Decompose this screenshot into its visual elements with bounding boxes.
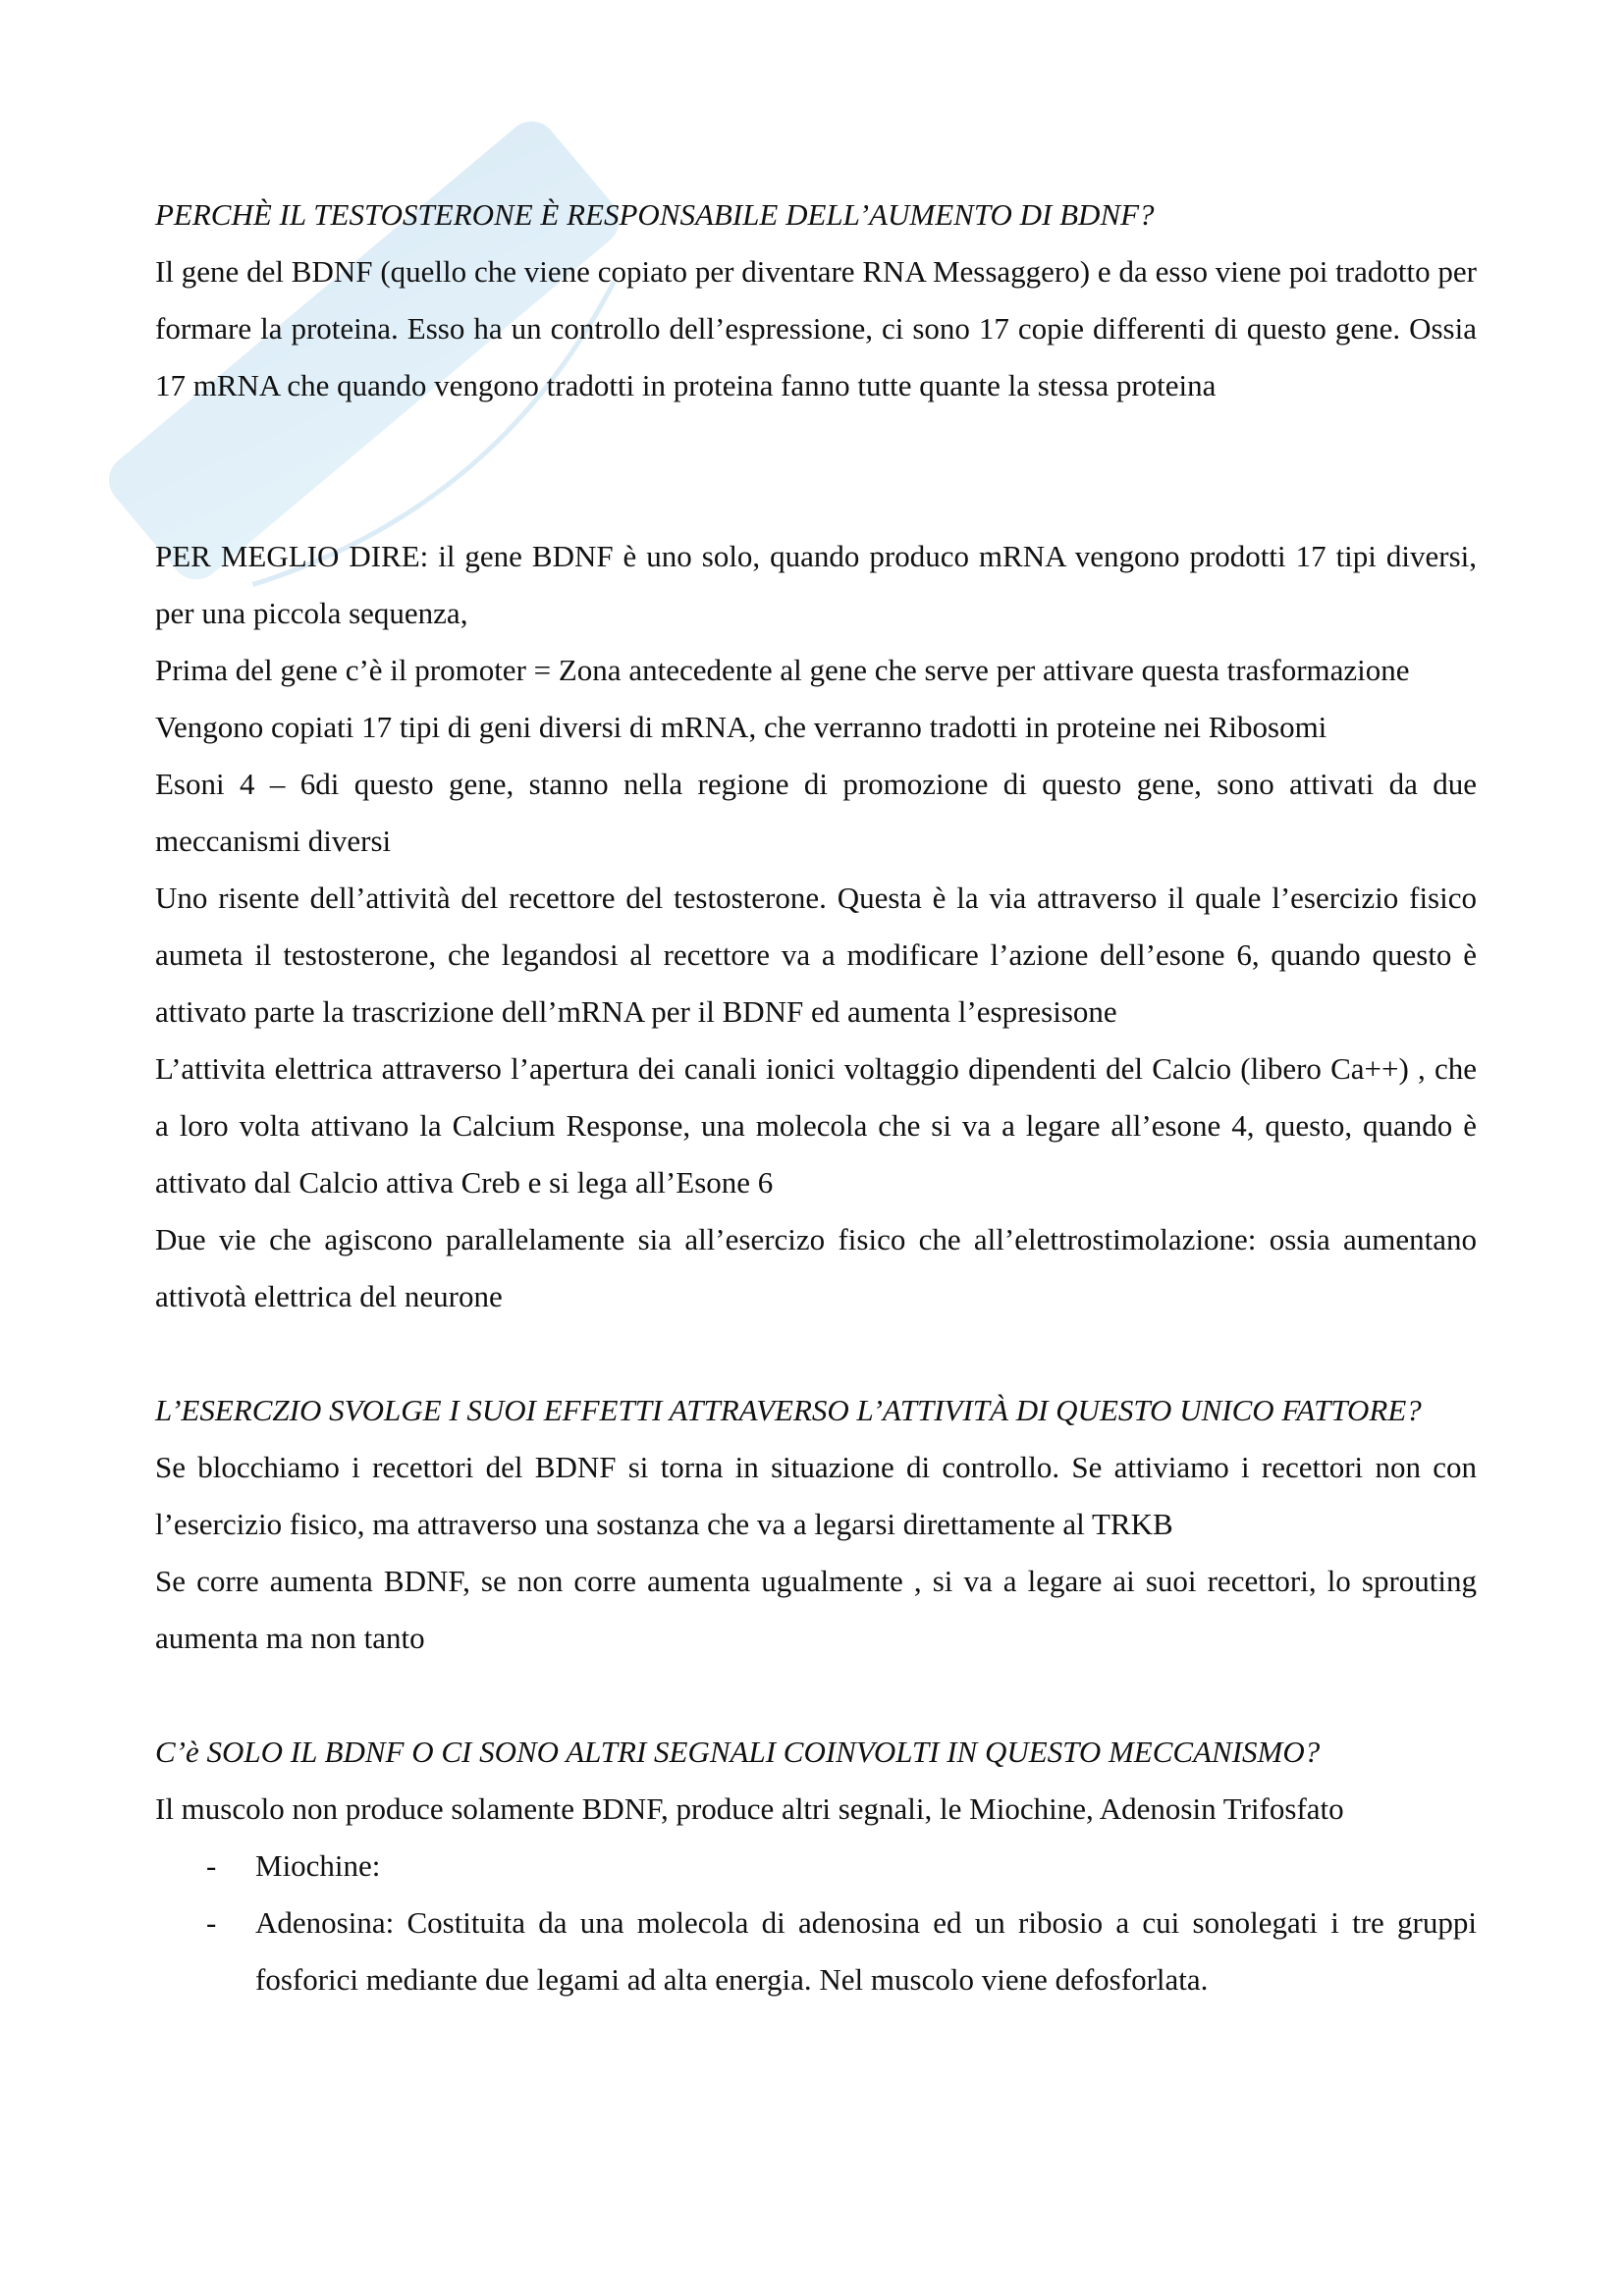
blank-line (155, 471, 1477, 528)
paragraph-bdnf-gene: Il gene del BDNF (quello che viene copiato per diventare RNA Messaggero) e da esso viene poi tradotto per formare la proteina. Esso ha un controllo dell’espressione, ci sono 17 copie differenti di questo gene. Ossia 17 mRNA che quando vengono tradotti in proteina fanno tutte quante la stessa proteina (155, 254, 1477, 402)
list-item-text: Miochine: (255, 1848, 381, 1883)
section-heading-other-signals: C’è SOLO IL BDNF O CI SONO ALTRI SEGNALI COINVOLTI IN QUESTO MECCANISMO? (155, 1735, 1321, 1769)
paragraph-muscle-signals: Il muscolo non produce solamente BDNF, produce altri segnali, le Miochine, Adenosin Trifosfato (155, 1791, 1344, 1826)
bullet-marker: - (206, 1848, 217, 1883)
paragraph-electrical-activity: L’attivita elettrica attraverso l’apertura dei canali ionici voltaggio dipendenti del Calcio (libero Ca++) , che a loro volta attivano la Calcium Response, una molecola che si va a legare all’esone 4, questo, quando è attivato dal Calcio attiva Creb e si lega all’Esone 6 (155, 1051, 1477, 1200)
paragraph-running: Se corre aumenta BDNF, se non corre aumenta ugualmente , si va a legare ai suoi recettori, lo sprouting aumenta ma non tanto (155, 1564, 1477, 1655)
paragraph-promoter: Prima del gene c’è il promoter = Zona antecedente al gene che serve per attivare questa trasformazione (155, 653, 1410, 687)
list-item-text: Adenosina: Costituita da una molecola di adenosina ed un ribosio a cui sonolegati i tre gruppi fosforici mediante due legami ad alta energia. Nel muscolo viene defosforlata. (255, 1905, 1477, 1997)
list-item (155, 1838, 1477, 1895)
paragraph-mrna-copies: Vengono copiati 17 tipi di geni diversi di mRNA, che verranno tradotti in proteine nei Ribosomi (155, 710, 1327, 744)
paragraph-two-pathways: Due vie che agiscono parallelamente sia all’esercizo fisico che all’elettrostimolazione: ossia aumentano attivotà elettrica del neurone (155, 1222, 1477, 1313)
paragraph-block-receptors: Se blocchiamo i recettori del BDNF si torna in situazione di controllo. Se attiviamo i recettori non con l’esercizio fisico, ma attraverso una sostanza che va a legarsi direttamente al TRKB (155, 1450, 1477, 1541)
section-heading-exercise-factor: L’ESERCZIO SVOLGE I SUOI EFFETTI ATTRAVERSO L’ATTIVITÀ DI QUESTO UNICO FATTORE? (155, 1393, 1422, 1427)
blank-line (155, 1667, 1477, 1724)
paragraph-testosterone-receptor: Uno risente dell’attività del recettore del testosterone. Questa è la via attraverso il quale l’esercizio fisico aumeta il testosterone, che legandosi al recettore va a modificare l’azione dell’esone 6, quando questo è attivato parte la trascrizione dell’mRNA per il BDNF ed aumenta l’espresisone (155, 881, 1477, 1029)
blank-line (155, 414, 1477, 471)
paragraph-per-meglio-dire: PER MEGLIO DIRE: il gene BDNF è uno solo, quando produco mRNA vengono prodotti 17 tipi diversi, per una piccola sequenza, (155, 539, 1477, 630)
document-page (155, 187, 1477, 2008)
bullet-marker: - (206, 1905, 217, 1940)
paragraph-exons: Esoni 4 – 6di questo gene, stanno nella regione di promozione di questo gene, sono attivati da due meccanismi diversi (155, 767, 1477, 858)
signal-list (155, 1838, 1477, 2008)
section-heading-testosterone: PERCHÈ IL TESTOSTERONE È RESPONSABILE DELL’AUMENTO DI BDNF? (155, 197, 1155, 232)
list-item (155, 1895, 1477, 2008)
blank-line (155, 1325, 1477, 1382)
